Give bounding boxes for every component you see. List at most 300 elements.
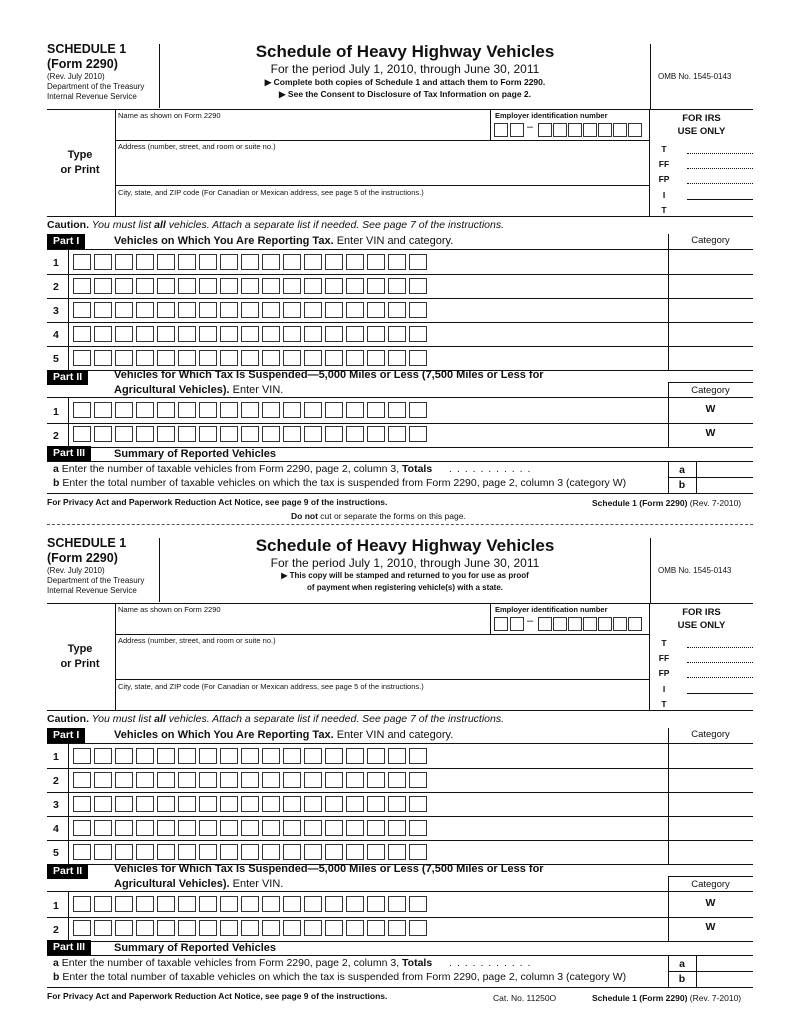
vin-char-box[interactable] [283, 844, 301, 860]
address-field[interactable] [118, 153, 643, 183]
ein-digit-box[interactable] [553, 123, 567, 137]
vin-char-box[interactable] [388, 820, 406, 836]
city-field[interactable] [118, 692, 643, 708]
vin-char-box[interactable] [220, 820, 238, 836]
vin-char-box[interactable] [367, 748, 385, 764]
vin-char-box[interactable] [136, 844, 154, 860]
vin-char-box[interactable] [136, 426, 154, 442]
vin-char-box[interactable] [283, 302, 301, 318]
vin-char-box[interactable] [388, 278, 406, 294]
vin-char-box[interactable] [241, 302, 259, 318]
vin-char-box[interactable] [178, 350, 196, 366]
vin-char-box[interactable] [409, 844, 427, 860]
part-2-rule [47, 891, 753, 892]
address-field[interactable] [118, 647, 643, 677]
ein-digit-box[interactable] [598, 617, 612, 631]
vin-char-box[interactable] [283, 748, 301, 764]
vin-char-box[interactable] [409, 772, 427, 788]
vin-char-box[interactable] [388, 426, 406, 442]
vin-char-box[interactable] [94, 896, 112, 912]
ein-digit-box[interactable] [538, 123, 552, 137]
vin-char-box[interactable] [304, 326, 322, 342]
vin-char-box[interactable] [220, 748, 238, 764]
vin-char-box[interactable] [346, 796, 364, 812]
ein-digit-box[interactable] [628, 617, 642, 631]
vin-char-box[interactable] [115, 896, 133, 912]
vin-char-box[interactable] [199, 350, 217, 366]
vin-char-box[interactable] [346, 254, 364, 270]
vin-char-box[interactable] [178, 896, 196, 912]
vin-char-box[interactable] [199, 426, 217, 442]
vin-char-box[interactable] [241, 326, 259, 342]
ein-digit-box[interactable] [598, 123, 612, 137]
vin-char-box[interactable] [73, 796, 91, 812]
vin-char-box[interactable] [283, 326, 301, 342]
vin-char-box[interactable] [115, 350, 133, 366]
vin-char-box[interactable] [409, 254, 427, 270]
vin-char-box[interactable] [409, 302, 427, 318]
vin-char-box[interactable] [94, 326, 112, 342]
vin-char-box[interactable] [73, 326, 91, 342]
vin-char-box[interactable] [178, 426, 196, 442]
vin-char-box[interactable] [136, 748, 154, 764]
vin-char-box[interactable] [325, 772, 343, 788]
vin-char-box[interactable] [178, 772, 196, 788]
vin-char-box[interactable] [283, 350, 301, 366]
ein-field[interactable] [494, 123, 644, 137]
vin-char-box[interactable] [388, 896, 406, 912]
vin-char-box[interactable] [157, 302, 175, 318]
vin-char-box[interactable] [115, 302, 133, 318]
vin-char-box[interactable] [241, 844, 259, 860]
vin-char-box[interactable] [304, 796, 322, 812]
vin-char-box[interactable] [94, 772, 112, 788]
vin-char-box[interactable] [409, 426, 427, 442]
vin-char-box[interactable] [115, 426, 133, 442]
vin-char-box[interactable] [262, 278, 280, 294]
vin-char-box[interactable] [388, 350, 406, 366]
vin-char-box[interactable] [199, 820, 217, 836]
vin-char-box[interactable] [73, 350, 91, 366]
vin-char-box[interactable] [325, 820, 343, 836]
category-input[interactable] [670, 747, 751, 765]
vin-char-box[interactable] [325, 796, 343, 812]
vin-char-box[interactable] [409, 326, 427, 342]
vin-char-box[interactable] [283, 796, 301, 812]
vin-char-box[interactable] [262, 796, 280, 812]
vin-char-box[interactable] [157, 896, 175, 912]
vin-char-box[interactable] [136, 772, 154, 788]
ein-digit-box[interactable] [538, 617, 552, 631]
part-2-title: Vehicles for Which Tax Is Suspended—5,000 Miles or Less (7,500 Miles or Less for [114, 369, 544, 381]
vin-char-box[interactable] [346, 844, 364, 860]
vin-char-box[interactable] [325, 402, 343, 418]
vin-char-box[interactable] [199, 748, 217, 764]
vin-char-box[interactable] [94, 796, 112, 812]
vin-char-box[interactable] [241, 748, 259, 764]
vin-char-box[interactable] [367, 302, 385, 318]
vin-char-box[interactable] [115, 820, 133, 836]
category-input[interactable] [670, 277, 751, 295]
vin-char-box[interactable] [346, 402, 364, 418]
vin-char-box[interactable] [115, 278, 133, 294]
vin-char-box[interactable] [241, 254, 259, 270]
vin-char-box[interactable] [115, 772, 133, 788]
vin-char-box[interactable] [304, 920, 322, 936]
vin-char-box[interactable] [241, 920, 259, 936]
vin-char-box[interactable] [283, 920, 301, 936]
vin-char-box[interactable] [241, 772, 259, 788]
vin-char-box[interactable] [136, 896, 154, 912]
ein-digit-box[interactable] [553, 617, 567, 631]
vin-char-box[interactable] [115, 920, 133, 936]
vin-char-box[interactable] [346, 326, 364, 342]
vin-char-box[interactable] [115, 326, 133, 342]
ein-digit-box[interactable] [583, 123, 597, 137]
vin-char-box[interactable] [367, 896, 385, 912]
part-1-badge: Part I [47, 234, 85, 249]
vin-char-box[interactable] [346, 772, 364, 788]
summary-b-input[interactable] [698, 973, 751, 986]
vin-char-box[interactable] [367, 820, 385, 836]
vin-char-box[interactable] [367, 278, 385, 294]
summary-b-input[interactable] [698, 479, 751, 492]
vin-char-box[interactable] [262, 302, 280, 318]
vin-char-box[interactable] [220, 844, 238, 860]
name-field[interactable] [118, 615, 488, 633]
category-input[interactable] [670, 301, 751, 319]
part-2-title-cont: Agricultural Vehicles). Enter VIN. [114, 878, 284, 890]
vin-char-box[interactable] [115, 402, 133, 418]
category-input[interactable] [670, 771, 751, 789]
vin-char-box[interactable] [346, 920, 364, 936]
category-input[interactable] [670, 819, 751, 837]
vin-char-box[interactable] [73, 254, 91, 270]
vin-char-box[interactable] [73, 402, 91, 418]
vin-char-box[interactable] [199, 920, 217, 936]
vin-char-box[interactable] [157, 254, 175, 270]
vin-char-box[interactable] [304, 350, 322, 366]
vin-char-box[interactable] [73, 748, 91, 764]
category-input[interactable] [670, 795, 751, 813]
vin-char-box[interactable] [178, 920, 196, 936]
vin-char-box[interactable] [199, 844, 217, 860]
vin-char-box[interactable] [178, 402, 196, 418]
vin-char-box[interactable] [199, 796, 217, 812]
vin-char-box[interactable] [115, 796, 133, 812]
vin-char-box[interactable] [367, 402, 385, 418]
vin-char-box[interactable] [409, 278, 427, 294]
schedule-identifier [47, 42, 159, 102]
vin-char-box[interactable] [262, 402, 280, 418]
vin-char-box[interactable] [199, 772, 217, 788]
category-w: W [705, 921, 716, 933]
vin-char-box[interactable] [325, 254, 343, 270]
vin-char-box[interactable] [136, 350, 154, 366]
vin-char-box[interactable] [94, 278, 112, 294]
irs-code-line [687, 168, 753, 169]
vin-char-box[interactable] [304, 748, 322, 764]
ein-digit-box[interactable] [583, 617, 597, 631]
vin-char-box[interactable] [388, 844, 406, 860]
vin-char-box[interactable] [73, 844, 91, 860]
vin-char-box[interactable] [220, 350, 238, 366]
vin-char-box[interactable] [157, 426, 175, 442]
vin-char-box[interactable] [283, 772, 301, 788]
vin-char-box[interactable] [136, 820, 154, 836]
vin-char-box[interactable] [157, 844, 175, 860]
vin-char-box[interactable] [157, 278, 175, 294]
vin-char-box[interactable] [346, 350, 364, 366]
vin-char-box[interactable] [136, 326, 154, 342]
vin-char-box[interactable] [73, 426, 91, 442]
vin-char-box[interactable] [199, 896, 217, 912]
vin-char-box[interactable] [115, 254, 133, 270]
ein-digit-box[interactable] [568, 123, 582, 137]
vin-char-box[interactable] [178, 820, 196, 836]
ein-field[interactable] [494, 617, 644, 631]
vin-char-box[interactable] [178, 302, 196, 318]
category-input[interactable] [670, 253, 751, 271]
suspended-row-number: 1 [53, 406, 59, 418]
vin-char-box[interactable] [367, 326, 385, 342]
vin-char-box[interactable] [157, 748, 175, 764]
vin-char-box[interactable] [178, 254, 196, 270]
summary-line-b: b Enter the total number of taxable vehicles on which the tax is suspended from Form 2290, page 2, column 3 (category W) [53, 477, 627, 489]
city-field[interactable] [118, 198, 643, 214]
vin-char-box[interactable] [220, 302, 238, 318]
vin-char-box[interactable] [94, 302, 112, 318]
vin-char-box[interactable] [220, 402, 238, 418]
vin-char-box[interactable] [304, 844, 322, 860]
vin-char-box[interactable] [94, 426, 112, 442]
vin-char-box[interactable] [367, 772, 385, 788]
vin-char-box[interactable] [241, 278, 259, 294]
vin-char-box[interactable] [115, 748, 133, 764]
category-input[interactable] [670, 843, 751, 861]
vin-char-box[interactable] [388, 772, 406, 788]
vin-char-box[interactable] [325, 844, 343, 860]
vin-char-box[interactable] [367, 350, 385, 366]
vin-char-box[interactable] [367, 254, 385, 270]
ein-digit-box[interactable] [510, 617, 524, 631]
vin-char-box[interactable] [346, 426, 364, 442]
vin-char-box[interactable] [346, 748, 364, 764]
vin-char-box[interactable] [262, 820, 280, 836]
form-title-block [160, 42, 650, 100]
ein-digit-box[interactable] [494, 123, 508, 137]
vin-char-box[interactable] [178, 278, 196, 294]
summary-a-input[interactable] [698, 463, 751, 476]
vin-char-box[interactable] [136, 796, 154, 812]
vin-char-box[interactable] [262, 896, 280, 912]
vin-char-box[interactable] [241, 402, 259, 418]
vin-char-box[interactable] [409, 920, 427, 936]
ein-digit-box[interactable] [494, 617, 508, 631]
vin-char-box[interactable] [220, 278, 238, 294]
vin-char-box[interactable] [388, 920, 406, 936]
vin-char-box[interactable] [325, 326, 343, 342]
vin-char-box[interactable] [367, 920, 385, 936]
vin-char-box[interactable] [94, 748, 112, 764]
vin-char-box[interactable] [157, 920, 175, 936]
vin-char-box[interactable] [283, 426, 301, 442]
vin-char-box[interactable] [325, 920, 343, 936]
vin-char-box[interactable] [178, 326, 196, 342]
vin-char-box[interactable] [367, 844, 385, 860]
vin-char-box[interactable] [304, 772, 322, 788]
vin-char-box[interactable] [220, 896, 238, 912]
vin-char-box[interactable] [367, 796, 385, 812]
vin-char-box[interactable] [283, 402, 301, 418]
vin-char-box[interactable] [178, 748, 196, 764]
vin-char-box[interactable] [73, 278, 91, 294]
vin-char-box[interactable] [94, 350, 112, 366]
vehicle-row-number: 1 [53, 751, 59, 763]
vin-char-box[interactable] [388, 796, 406, 812]
ein-digit-box[interactable] [510, 123, 524, 137]
vin-char-box[interactable] [199, 326, 217, 342]
vin-char-box[interactable] [220, 326, 238, 342]
vin-char-box[interactable] [262, 772, 280, 788]
vin-char-box[interactable] [199, 254, 217, 270]
vin-char-box[interactable] [262, 748, 280, 764]
vin-char-box[interactable] [388, 326, 406, 342]
vin-char-box[interactable] [388, 402, 406, 418]
ein-digit-box[interactable] [628, 123, 642, 137]
vin-char-box[interactable] [157, 350, 175, 366]
arrow-icon: ▶ [281, 571, 288, 580]
vin-char-box[interactable] [346, 820, 364, 836]
vin-char-box[interactable] [157, 402, 175, 418]
vin-char-box[interactable] [241, 426, 259, 442]
vin-char-box[interactable] [409, 796, 427, 812]
vin-char-box[interactable] [157, 796, 175, 812]
vin-char-box[interactable] [157, 326, 175, 342]
vin-char-box[interactable] [136, 254, 154, 270]
vin-char-box[interactable] [262, 426, 280, 442]
ein-digit-box[interactable] [613, 617, 627, 631]
vin-char-box[interactable] [346, 896, 364, 912]
vin-char-box[interactable] [241, 896, 259, 912]
vin-char-box[interactable] [73, 896, 91, 912]
vin-char-box[interactable] [409, 350, 427, 366]
vin-char-box[interactable] [283, 896, 301, 912]
vin-char-box[interactable] [304, 402, 322, 418]
vin-char-box[interactable] [325, 426, 343, 442]
vin-char-box[interactable] [241, 350, 259, 366]
vin-char-box[interactable] [304, 278, 322, 294]
vin-char-box[interactable] [325, 278, 343, 294]
vin-char-box[interactable] [262, 326, 280, 342]
form-title: Schedule of Heavy Highway Vehicles [255, 42, 555, 61]
vin-char-box[interactable] [73, 302, 91, 318]
vin-char-box[interactable] [115, 844, 133, 860]
vin-char-box[interactable] [178, 844, 196, 860]
vin-char-box[interactable] [199, 302, 217, 318]
vin-char-box[interactable] [409, 402, 427, 418]
category-input[interactable] [670, 349, 751, 367]
vin-char-box[interactable] [325, 350, 343, 366]
vin-char-box[interactable] [304, 254, 322, 270]
summary-a-input[interactable] [698, 957, 751, 970]
vin-char-box[interactable] [136, 302, 154, 318]
vin-char-box[interactable] [136, 920, 154, 936]
vin-char-box[interactable] [199, 278, 217, 294]
vin-char-box[interactable] [388, 302, 406, 318]
agency: Internal Revenue Service [47, 586, 137, 595]
vin-char-box[interactable] [325, 896, 343, 912]
vin-char-box[interactable] [346, 302, 364, 318]
vin-char-box[interactable] [346, 278, 364, 294]
vin-char-box[interactable] [136, 278, 154, 294]
vin-char-box[interactable] [157, 772, 175, 788]
vin-char-box[interactable] [94, 920, 112, 936]
vin-char-box[interactable] [283, 254, 301, 270]
vin-char-box[interactable] [304, 302, 322, 318]
vin-char-box[interactable] [304, 820, 322, 836]
vin-char-box[interactable] [73, 920, 91, 936]
vin-char-box[interactable] [220, 920, 238, 936]
vin-char-box[interactable] [304, 896, 322, 912]
vin-char-box[interactable] [325, 748, 343, 764]
vin-char-box[interactable] [388, 254, 406, 270]
irs-code-label: I [662, 684, 666, 694]
part-1-category-divider [668, 728, 669, 865]
vin-char-box[interactable] [220, 796, 238, 812]
vin-char-box[interactable] [157, 820, 175, 836]
vin-char-box[interactable] [262, 350, 280, 366]
category-input[interactable] [670, 325, 751, 343]
vin-char-box[interactable] [262, 844, 280, 860]
vin-char-box[interactable] [409, 896, 427, 912]
cut-line [47, 524, 753, 525]
vin-char-box[interactable] [262, 254, 280, 270]
vin-char-box[interactable] [220, 254, 238, 270]
name-field[interactable] [118, 121, 488, 139]
caution-note: Caution. You must list all vehicles. Attach a separate list if needed. See page 7 of the instructions. [47, 219, 505, 231]
vin-char-box[interactable] [283, 820, 301, 836]
vin-char-box[interactable] [73, 820, 91, 836]
vin-char-box[interactable] [73, 772, 91, 788]
part-3-title: Summary of Reported Vehicles [114, 448, 276, 460]
vin-char-box[interactable] [325, 302, 343, 318]
vin-char-box[interactable] [409, 748, 427, 764]
vin-char-box[interactable] [94, 820, 112, 836]
vin-char-box[interactable] [388, 748, 406, 764]
name-rule [115, 634, 649, 635]
vin-char-box[interactable] [94, 844, 112, 860]
vin-char-box[interactable] [262, 920, 280, 936]
vehicle-row-number: 2 [53, 281, 59, 293]
vin-char-box[interactable] [367, 426, 385, 442]
vin-char-box[interactable] [241, 796, 259, 812]
vin-char-box[interactable] [199, 402, 217, 418]
vin-char-box[interactable] [283, 278, 301, 294]
vin-char-box[interactable] [220, 426, 238, 442]
vin-char-box[interactable] [241, 820, 259, 836]
vin-char-box[interactable] [178, 796, 196, 812]
irs-code-line [687, 183, 753, 184]
vin-char-box[interactable] [94, 254, 112, 270]
vin-char-box[interactable] [304, 426, 322, 442]
vin-char-box[interactable] [409, 820, 427, 836]
ein-digit-box[interactable] [613, 123, 627, 137]
vin-char-box[interactable] [136, 402, 154, 418]
vin-char-box[interactable] [220, 772, 238, 788]
ein-digit-box[interactable] [568, 617, 582, 631]
vin-char-box[interactable] [94, 402, 112, 418]
